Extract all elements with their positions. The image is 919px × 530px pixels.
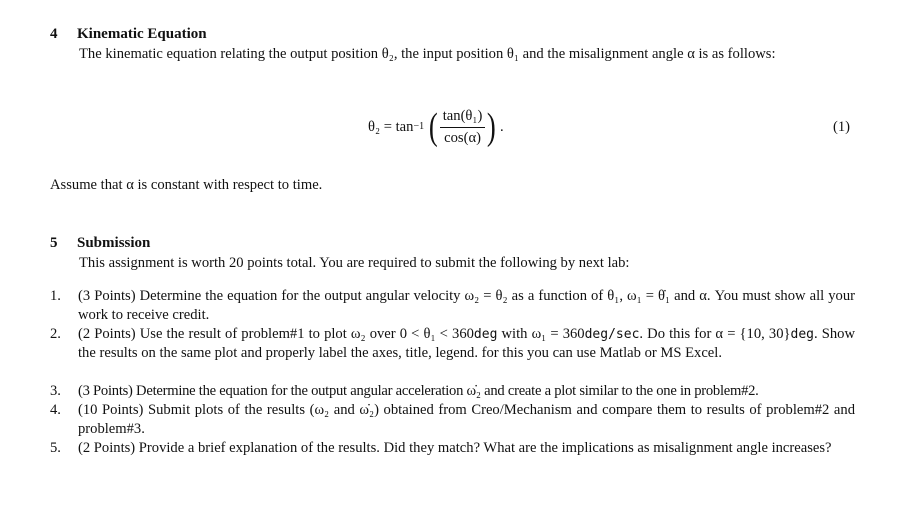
- list-item: [50, 401, 855, 439]
- section-4-heading: [50, 26, 207, 43]
- list-item-text: (2 Points) Provide a brief explanation of the results. Did they match? What are the implications as misalignment angle increases?: [78, 440, 832, 456]
- right-paren: ): [487, 106, 497, 148]
- unit-text: deg: [790, 327, 814, 342]
- list-item-text: (2 Points) Use the result of problem#1 to plot ω₂ over 0 < θ₁ < 360: [78, 326, 474, 342]
- unit-text: deg: [473, 327, 498, 342]
- section-4-intro: The kinematic equation relating the output position θ₂, the input position θ₁ and the misalignment angle α is as follows:: [79, 46, 776, 62]
- list-item-text: . Show the results on the same plot and properly label the axes, title, legend. for this you can use Matlab or MS Excel.: [78, 326, 855, 361]
- section-5-number: 5: [50, 235, 58, 251]
- list-item-text: with ω₁ = 360: [497, 326, 585, 342]
- list-item-text: (3 Points) Determine the equation for the output angular acceleration ω̇₂ and create a plot similar to the one in problem#2.: [78, 383, 759, 399]
- list-item-text: (3 Points) Determine the equation for the output angular velocity ω₂ = θ: [78, 288, 503, 304]
- list-item-index: 5.: [50, 440, 61, 456]
- section-4-title: Kinematic Equation: [77, 26, 207, 42]
- equation-fraction: [440, 108, 486, 147]
- list-item: [50, 382, 855, 401]
- section-5-title: Submission: [77, 235, 151, 251]
- equation-denominator: cos(α): [444, 129, 481, 146]
- kinematic-equation: θ₂ = tan −1 ( $\frac{\text{tan(θ₁)}}{\cos(\alpha)}$ ) .: [368, 106, 504, 148]
- equation-numerator: tan(θ₁): [440, 108, 486, 128]
- equation-period: .: [500, 118, 504, 135]
- unit-text: deg/sec: [584, 327, 640, 342]
- list-item-index: 3.: [50, 383, 61, 399]
- section-4-assumption: Assume that α is constant with respect to time.: [50, 177, 323, 193]
- section-5-intro: This assignment is worth 20 points total. You are required to submit the following by next lab:: [79, 255, 630, 271]
- list-item-text: ₂ as a function of θ₁, ω₁ = θ̇₁ and α. You must show all your work to receive credit.: [78, 288, 855, 323]
- submission-list: [50, 287, 855, 477]
- list-item-text: (10 Points) Submit plots of the results (ω₂ and ω̇₂) obtained from Creo/Mechanism and compare them to results of problem#2 and problem#3.: [78, 402, 855, 437]
- equation-label: (1): [833, 119, 851, 135]
- equation-lhs: θ₂ = tan: [368, 118, 414, 135]
- list-item-index: 4.: [50, 402, 61, 418]
- section-4-number: 4: [50, 26, 58, 42]
- list-item-index: 2.: [50, 326, 61, 342]
- list-item-text: . Do this for α = {10, 30}: [639, 326, 791, 342]
- list-item: [50, 325, 855, 382]
- list-item-index: 1.: [50, 288, 61, 304]
- list-item: [50, 287, 855, 325]
- section-5-heading: [50, 235, 150, 252]
- list-item: [50, 439, 855, 477]
- left-paren: (: [428, 106, 438, 148]
